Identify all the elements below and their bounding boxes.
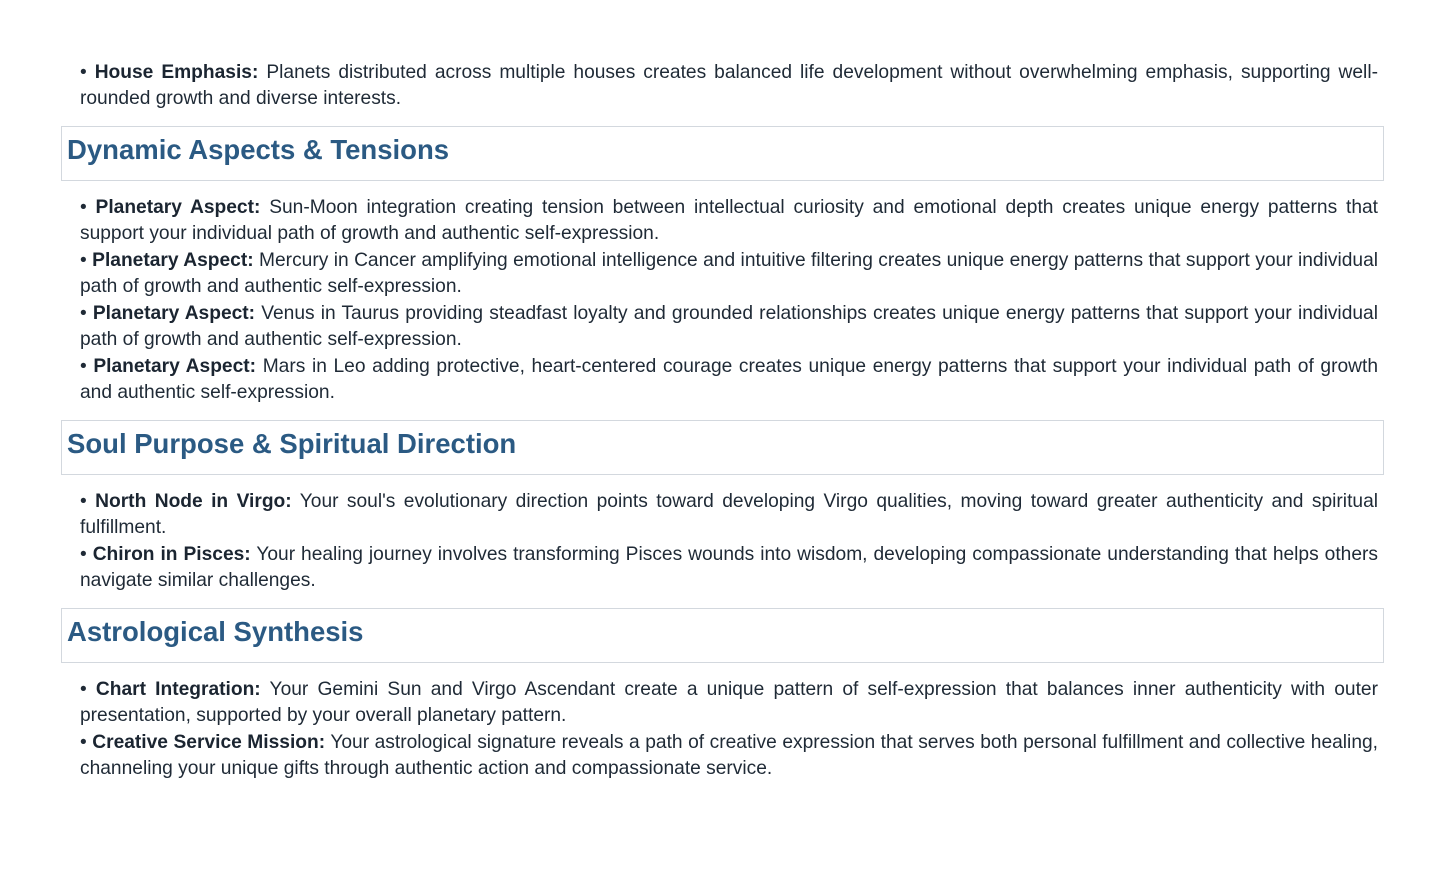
section-body-astrological-synthesis: [61, 677, 1384, 781]
bullet-item: [80, 677, 1378, 728]
section-body-soul-purpose: [61, 489, 1384, 593]
bullet-item: [80, 195, 1378, 246]
bullet-label: Planetary Aspect:: [92, 250, 254, 271]
bullet-text: Sun-Moon integration creating tension between intellectual curiosity and emotional depth creates unique energy patterns that support your individual path of growth and authentic self-expression.: [80, 197, 1378, 244]
bullet-text: Venus in Taurus providing steadfast loyalty and grounded relationships creates unique energy patterns that support your individual path of growth and authentic self-expression.: [80, 303, 1378, 350]
bullet-symbol: •: [80, 544, 87, 565]
bullet-symbol: •: [80, 732, 87, 753]
section-header-dynamic-aspects: [61, 126, 1384, 181]
bullet-text: Your astrological signature reveals a path of creative expression that serves both personal fulfillment and collective healing, channeling your unique gifts through authentic action and compassionate service.: [80, 732, 1378, 779]
bullet-item: [80, 730, 1378, 781]
bullet-symbol: •: [80, 491, 87, 512]
section-title: Soul Purpose & Spiritual Direction: [67, 428, 517, 459]
section-title: Astrological Synthesis: [67, 616, 364, 647]
bullet-text: Your healing journey involves transforming Pisces wounds into wisdom, developing compassionate understanding that helps others navigate similar challenges.: [80, 544, 1378, 591]
bullet-item: [80, 354, 1378, 405]
bullet-label: Chiron in Pisces:: [92, 544, 251, 565]
bullet-text: Your soul's evolutionary direction points toward developing Virgo qualities, moving toward greater authenticity and spiritual fulfillment.: [80, 491, 1378, 538]
bullet-symbol: •: [80, 679, 87, 700]
section-header-astrological-synthesis: [61, 608, 1384, 663]
bullet-label: North Node in Virgo:: [95, 491, 292, 512]
bullet-label: Chart Integration:: [95, 679, 261, 700]
bullet-item: [80, 489, 1378, 540]
bullet-label: House Emphasis:: [94, 62, 259, 83]
bullet-item-house-emphasis: [80, 60, 1378, 111]
bullet-text: Mercury in Cancer amplifying emotional intelligence and intuitive filtering creates unique energy patterns that support your individual path of growth and authentic self-expression.: [80, 250, 1379, 297]
bullet-text: Planets distributed across multiple houses creates balanced life development without overwhelming emphasis, supporting well-rounded growth and diverse interests.: [80, 62, 1378, 109]
section-title: Dynamic Aspects & Tensions: [67, 134, 450, 165]
bullet-symbol: •: [80, 197, 87, 218]
bullet-symbol: •: [80, 303, 87, 324]
bullet-symbol: •: [80, 356, 87, 377]
intro-block: [61, 60, 1384, 111]
section-body-dynamic-aspects: [61, 195, 1384, 405]
report-page: [61, 58, 1384, 781]
bullet-label: Planetary Aspect:: [92, 303, 256, 324]
bullet-item: [80, 301, 1378, 352]
bullet-label: Planetary Aspect:: [93, 356, 257, 377]
bullet-text: Your Gemini Sun and Virgo Ascendant create a unique pattern of self-expression that balances inner authenticity with outer presentation, supported by your overall planetary pattern.: [80, 679, 1378, 726]
bullet-label: Planetary Aspect:: [95, 197, 261, 218]
bullet-label: Creative Service Mission:: [92, 732, 326, 753]
bullet-symbol: •: [80, 62, 87, 83]
section-header-soul-purpose: [61, 420, 1384, 475]
bullet-item: [80, 542, 1378, 593]
bullet-text: Mars in Leo adding protective, heart-centered courage creates unique energy patterns that support your individual path of growth and authentic self-expression.: [80, 356, 1378, 403]
bullet-symbol: •: [80, 250, 87, 271]
bullet-item: [80, 248, 1378, 299]
